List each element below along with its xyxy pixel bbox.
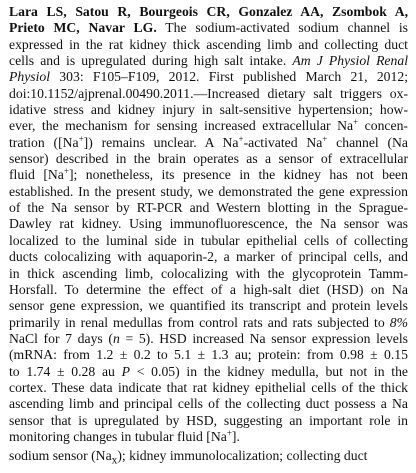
citation-details: 303: F105–F109, 2012. First published March 21, 2012; (50, 69, 408, 85)
journal-name: Am J Physiol Renal (292, 53, 408, 69)
abstract-line-4 (9, 53, 408, 69)
keywords-text: ); kidney immunolocalization; collecting duct (117, 448, 368, 463)
abstract-text: in thick ascending limb, colocalizing with the glycoprotein Tamm- (9, 265, 408, 281)
abstract-text: NaCl for 7 days ( (9, 330, 113, 346)
superscript-plus: + (226, 427, 232, 438)
abstract-line-24 (9, 380, 408, 396)
doi-and-abstract-start: doi:10.1152/ajprenal.00490.2011.—Increased dietary salt triggers ox- (9, 85, 408, 101)
abstract-line-9 (9, 135, 408, 151)
abstract-text: primarily in renal medullas from control rats and rats subjected to (9, 314, 390, 330)
abstract-text: concen- (358, 118, 408, 134)
superscript-plus: + (63, 166, 69, 177)
abstract-text: = 5). HSD increased Na sensor expression levels (119, 330, 409, 346)
abstract-line-3 (9, 37, 408, 53)
abstract-line-27 (9, 429, 408, 445)
authors-text-continued: Prieto MC, Navar LG. (9, 20, 157, 36)
subscript-x: x (111, 454, 118, 467)
abstract-line-16 (9, 249, 408, 265)
abstract-text: tration ([Na (9, 134, 79, 150)
abstract-line-2 (9, 20, 408, 36)
abstract-line-22 (9, 347, 408, 363)
italic-sample-size: n (112, 330, 120, 346)
abstract-text-end: ]. (231, 428, 240, 444)
abstract-text: sensor) described in the brain operates as a sensor of extracellular (9, 151, 408, 167)
abstract-line-6 (9, 86, 408, 102)
superscript-plus: + (78, 133, 84, 144)
keywords-text: sodium sensor (Na (9, 448, 112, 463)
title-text-end: cells and is upregulated during high salt intake. (9, 53, 293, 69)
abstract-text: established. In the present study, we demonstrated the gene expression (9, 183, 408, 199)
abstract-line-7 (9, 102, 408, 118)
abstract-line-23 (9, 364, 408, 380)
abstract-line-26 (9, 413, 408, 429)
abstract-text: ducts colocalizing with aquaporin-2, a marker of principal cells, and (9, 249, 408, 265)
abstract-text: localized to the luminal side in tubular epithelial cells of collecting (9, 232, 408, 248)
abstract-text: < 0.05) in the kidney medulla, but not in the (130, 363, 408, 379)
abstract-text: ]; nonetheless, its presence in the kidney has not been (68, 167, 408, 183)
abstract-line-8 (9, 118, 408, 134)
abstract-line-11 (9, 167, 408, 183)
abstract-line-10 (9, 151, 408, 167)
title-text-continued: expressed in the rat kidney thick ascending limb and collecting duct (9, 36, 408, 52)
abstract-line-15 (9, 233, 408, 249)
abstract-text: ever, the mechanism for sensing increased extracellular Na (9, 118, 354, 134)
abstract-block (9, 4, 408, 445)
abstract-text: cortex. These data indicate that rat kidney epithelial cells of the thick (9, 379, 408, 395)
abstract-text: of the Na sensor by RT-PCR and Western blotting in the Sprague- (9, 200, 408, 216)
abstract-text: idative stress and kidney injury in salt-sensitive hypertension; how- (9, 102, 408, 118)
title-text: The sodium-activated sodium channel is (156, 20, 408, 36)
abstract-text: channel (Na (327, 134, 409, 150)
italic-p-value: P (121, 363, 130, 379)
authors-text: Lara LS, Satou R, Bourgeois CR, Gonzalez AA, Zsombok A, (9, 4, 408, 19)
abstract-line-19 (9, 298, 408, 314)
abstract-line-14 (9, 216, 408, 232)
keywords-line (9, 448, 408, 469)
superscript-plus: + (322, 133, 328, 144)
abstract-line-17 (9, 266, 408, 282)
abstract-line-25 (9, 396, 408, 412)
abstract-text: sensor that is upregulated by HSD, suggesting an important role in (9, 412, 408, 428)
abstract-line-13 (9, 200, 408, 216)
abstract-text: to 1.74 ± 0.28 au (9, 363, 122, 379)
abstract-line-18 (9, 282, 408, 298)
abstract-text: ascending limb and principal cells of the collecting duct possess a Na (9, 396, 408, 412)
superscript-plus: + (238, 133, 244, 144)
italic-percentage: 8% (389, 314, 408, 330)
superscript-plus: + (353, 117, 359, 128)
abstract-text: Dawley rat kidney. Using immunofluorescence, the Na sensor was (9, 216, 408, 232)
abstract-text: Horsfall. To determine the effect of a high-salt diet (HSD) on Na (9, 281, 408, 297)
journal-name-continued: Physiol (9, 69, 51, 85)
abstract-line-12 (9, 184, 408, 200)
abstract-text: (mRNA: from 1.2 ± 0.2 to 5.1 ± 1.3 au; protein: from 0.98 ± 0.15 (9, 347, 408, 363)
abstract-line-1 (9, 4, 408, 20)
abstract-text: fluid [Na (9, 167, 64, 183)
abstract-text: -activated Na (243, 134, 323, 150)
abstract-text-end: monitoring changes in tubular fluid [Na (9, 428, 227, 444)
abstract-text: ]) remains unclear. A Na (83, 134, 239, 150)
abstract-line-5 (9, 69, 408, 85)
abstract-text: sensor gene expression, we quantified its transcript and protein levels (9, 298, 408, 314)
abstract-line-20 (9, 315, 408, 331)
abstract-line-21 (9, 331, 408, 347)
